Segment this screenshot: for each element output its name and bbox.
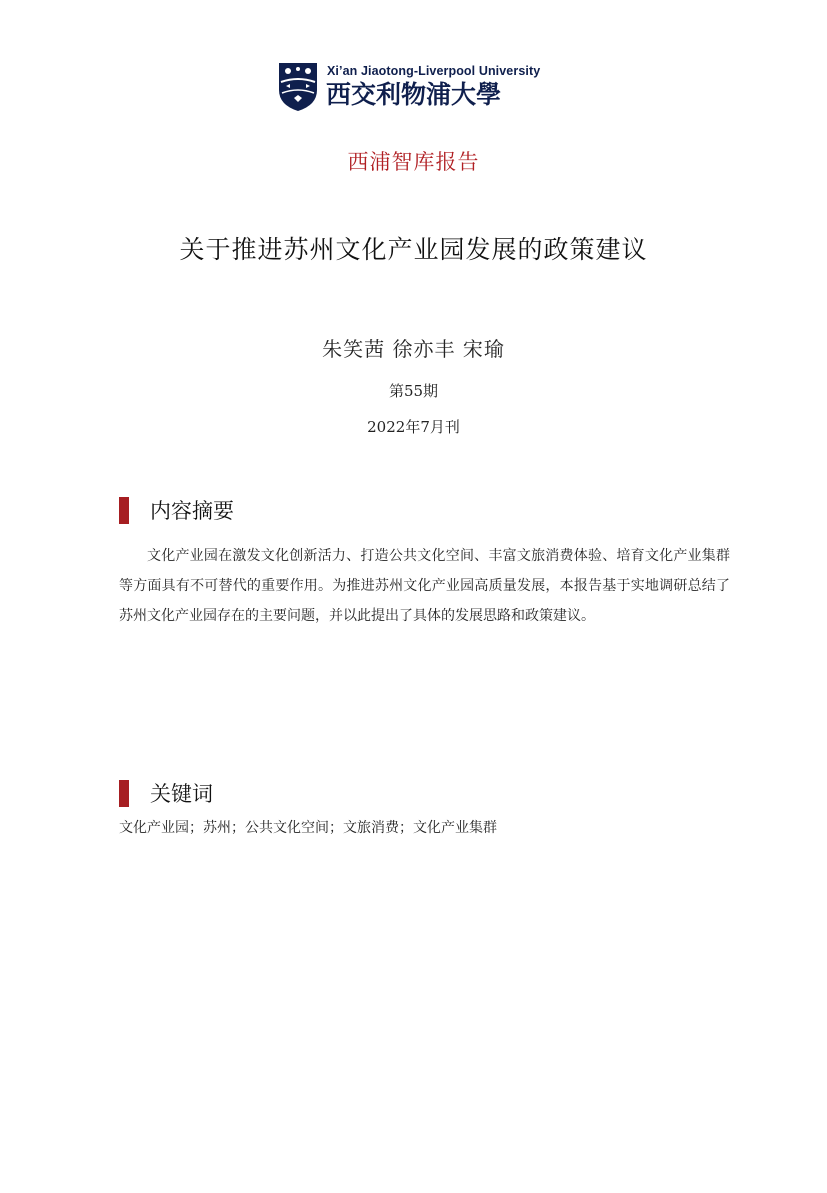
report-series: 西浦智库报告 bbox=[347, 150, 480, 174]
university-logo bbox=[278, 62, 553, 114]
university-name-cn: 西交利物浦大學 bbox=[326, 80, 502, 109]
section-marker-bar bbox=[119, 497, 129, 524]
report-authors: 朱笑茜 徐亦丰 宋瑜 bbox=[322, 337, 505, 361]
university-name-en: Xi’an Jiaotong-Liverpool University bbox=[327, 64, 541, 78]
keywords-text: 文化产业园；苏州；公共文化空间；文旅消费；文化产业集群 bbox=[119, 820, 497, 836]
university-shield-icon bbox=[278, 62, 318, 112]
report-date: 2022年7月刊 bbox=[367, 418, 460, 436]
abstract-text: 文化产业园在激发文化创新活力、打造公共文化空间、丰富文旅消费体验、培育文化产业集群等方面具有不可替代的重要作用。为推进苏州文化产业园高质量发展，本报告基于实地调研总结了苏州文化产业园存在的主要问题，并以此提出了具体的发展思路和政策建议。 bbox=[119, 548, 730, 624]
report-issue: 第55期 bbox=[388, 382, 439, 400]
section-marker-bar bbox=[119, 780, 129, 807]
keywords-heading: 关键词 bbox=[150, 782, 213, 806]
report-title: 关于推进苏州文化产业园发展的政策建议 bbox=[179, 235, 648, 264]
abstract-heading: 内容摘要 bbox=[150, 499, 234, 523]
